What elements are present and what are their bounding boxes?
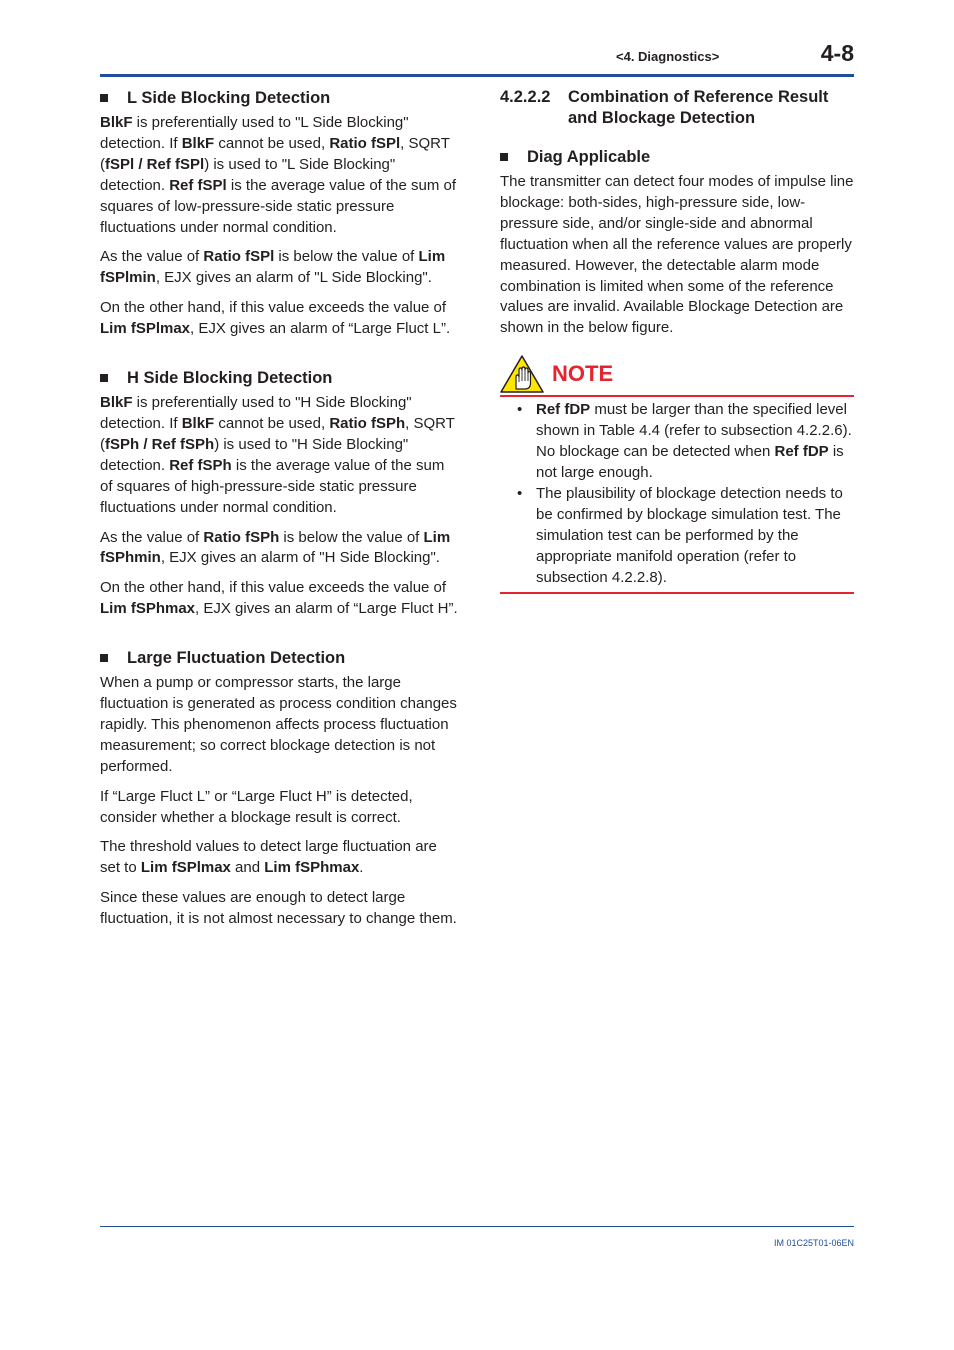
note-list-item: • Ref fDP must be larger than the specified level shown in Table 4.4 (refer to subsection 4.2.2.6). No blockage can be detected when Ref fDP is not large enough. <box>500 400 854 484</box>
note-list-item: • The plausibility of blockage detection needs to be confirmed by blockage simulation test. The simulation test can be performed by the appropriate manifold operation (refer to subsection 4.2.2.8). <box>500 484 854 589</box>
paragraph: On the other hand, if this value exceeds the value of Lim fSPhmax, EJX gives an alarm of “Large Fluct H”. <box>100 579 458 618</box>
note-body <box>500 397 854 592</box>
square-bullet-icon <box>500 153 508 161</box>
paragraph: The threshold values to detect large fluctuation are set to Lim fSPlmax and Lim fSPhmax. <box>100 838 437 877</box>
note-header <box>500 353 854 395</box>
header-section-title: <4. Diagnostics> <box>616 49 720 64</box>
heading-l-side: L Side Blocking Detection <box>100 87 458 109</box>
paragraph: BlkF is preferentially used to "H Side Blocking" detection. If BlkF cannot be used, Ratio fSPh, SQRT (fSPh / Ref fSPh) is used to "H Side Blocking" detection. Ref fSPh is the average value of the sum of squares of high-pressure-side static pressure fluctuations under normal condition. <box>100 394 455 516</box>
section-title: Combination of Reference Result and Blockage Detection <box>568 88 829 127</box>
paragraph: The transmitter can detect four modes of impulse line blockage: both-sides, high-pressure side, low-pressure side, and/or single-side and abnormal fluctuation when all the reference values are properly measured. However, the detectable alarm mode combination is limited when some of the reference values are invalid. Available Blockage Detection are shown in the below figure. <box>500 173 854 337</box>
page-number: 4-8 <box>820 40 854 66</box>
footer-rule <box>100 1226 854 1227</box>
paragraph: As the value of Ratio fSPh is below the value of Lim fSPhmin, EJX gives an alarm of "H Side Blocking". <box>100 528 451 567</box>
section-heading <box>500 87 854 129</box>
paragraph: As the value of Ratio fSPl is below the value of Lim fSPlmin, EJX gives an alarm of "L Side Blocking". <box>100 248 446 287</box>
right-column <box>500 87 854 594</box>
note-bottom-rule <box>500 592 854 594</box>
paragraph: On the other hand, if this value exceeds the value of Lim fSPlmax, EJX gives an alarm of “Large Fluct L”. <box>100 299 451 338</box>
heading-large-fluctuation: Large Fluctuation Detection <box>100 647 458 669</box>
heading-h-side: H Side Blocking Detection <box>100 367 458 389</box>
square-bullet-icon <box>100 374 108 382</box>
section-number: 4.2.2.2 <box>500 88 551 106</box>
paragraph: Since these values are enough to detect large fluctuation, it is not almost necessary to change them. <box>100 889 457 928</box>
square-bullet-icon <box>100 654 108 662</box>
heading-diag-applicable: Diag Applicable <box>500 146 854 168</box>
paragraph: If “Large Fluct L” or “Large Fluct H” is detected, consider whether a blockage result is correct. <box>100 787 413 826</box>
header-rule <box>100 74 854 77</box>
hand-icon <box>500 355 544 393</box>
note-title: NOTE <box>552 361 614 387</box>
note-box <box>500 353 854 594</box>
document-id: IM 01C25T01-06EN <box>773 1238 854 1248</box>
square-bullet-icon <box>100 94 108 102</box>
bullet-dot: • <box>517 401 523 419</box>
paragraph: When a pump or compressor starts, the large fluctuation is generated as process condition changes rapidly. This phenomenon affects process fluctuation measurement; so correct blockage detection is not performed. <box>100 674 457 775</box>
bullet-dot: • <box>517 484 523 502</box>
paragraph: BlkF is preferentially used to "L Side Blocking" detection. If BlkF cannot be used, Ratio fSPl, SQRT (fSPl / Ref fSPl) is used to "L Side Blocking" detection. Ref fSPl is the average value of the sum of squares of low-pressure-side static pressure fluctuations under normal condition. <box>100 114 457 236</box>
left-column <box>100 87 458 939</box>
